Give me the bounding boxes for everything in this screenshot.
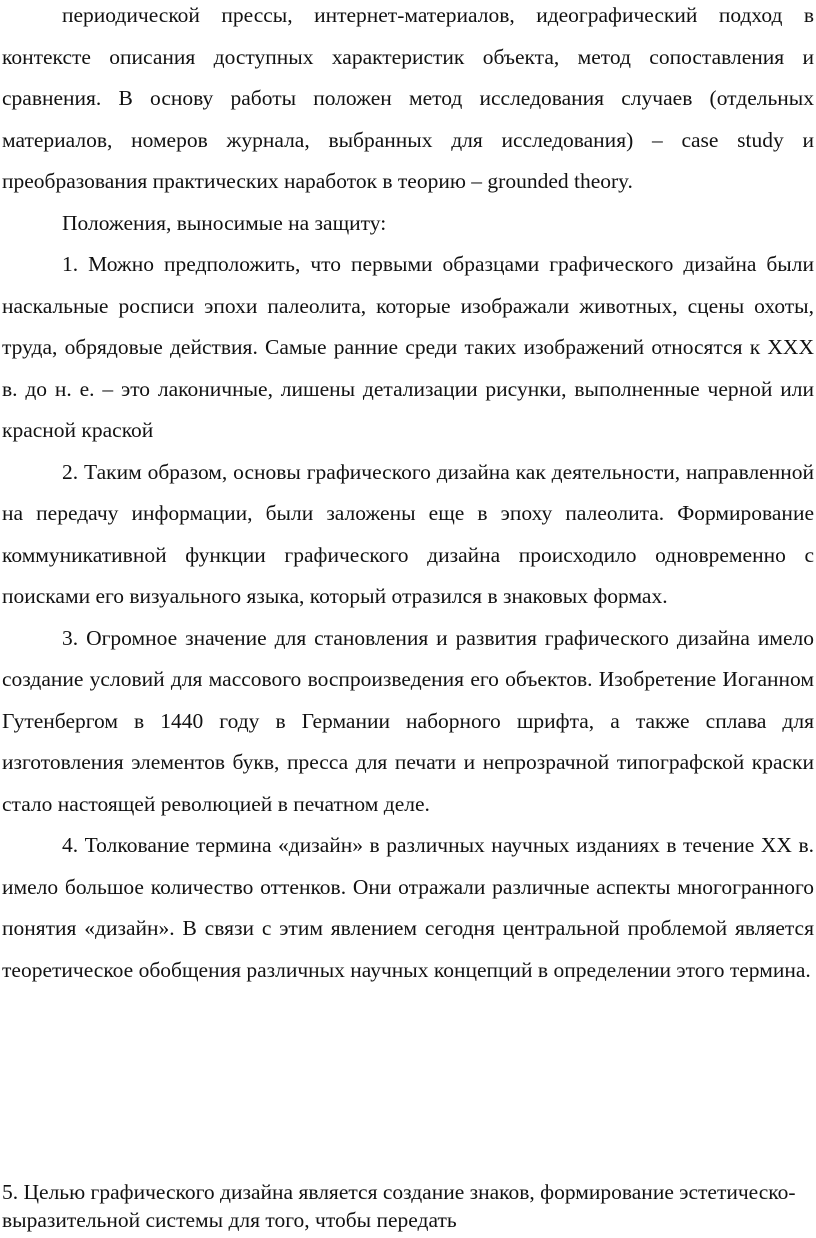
paragraph-thesis-2: 2. Таким образом, основы графического дизайна как деятельности, направленной на передачу информации, были заложены еще в эпоху палеолита. Формирование коммуникативной функции графического дизайна происходило одновременно с поисками его визуального языка, который отразился в знаковых формах. bbox=[2, 459, 814, 608]
paragraph-methods: периодической прессы, интернет-материалов, идеографический подход в контексте описания доступных характеристик объекта, метод сопоставления и сравнения. В основу работы положен метод исследования случаев (отдельных материалов, номеров журнала, выбранных для исследования) – case study и преобразования практических наработок в теорию – grounded theory. bbox=[2, 3, 814, 193]
paragraph-thesis-4: 4. Толкование термина «дизайн» в различных научных изданиях в течение XX в. имело большое количество оттенков. Они отражали различные аспекты многогранного понятия «дизайн». В связи с этим явлением сегодня центральной проблемой является теоретическое обобщения различных научных концепций в определении этого термина. bbox=[2, 833, 814, 982]
paragraph-theses-heading: Положения, выносимые на защиту: bbox=[62, 210, 387, 235]
paragraph-thesis-1: 1. Можно предположить, что первыми образцами графического дизайна были наскальные росписи эпохи палеолита, которые изображали животных, сцены охоты, труда, обрядовые действия. Самые ранние среди таких изображений относятся к XXX в. до н. е. – это лаконичные, лишены детализации рисунки, выполненные черной или красной краской bbox=[2, 252, 814, 442]
paragraph-thesis-5: 5. Целью графического дизайна является создание знаков, формирование эстетическо-выразительной системы для того, чтобы передать bbox=[2, 1180, 796, 1232]
document-body bbox=[2, 0, 814, 991]
paragraph-thesis-3: 3. Огромное значение для становления и развития графического дизайна имело создание условий для массового воспроизведения его объектов. Изобретение Иоганном Гутенбергом в 1440 году в Германии наборного шрифта, а также сплава для изготовления элементов букв, пресса для печати и непрозрачной типографской краски стало настоящей революцией в печатном деле. bbox=[2, 625, 814, 816]
